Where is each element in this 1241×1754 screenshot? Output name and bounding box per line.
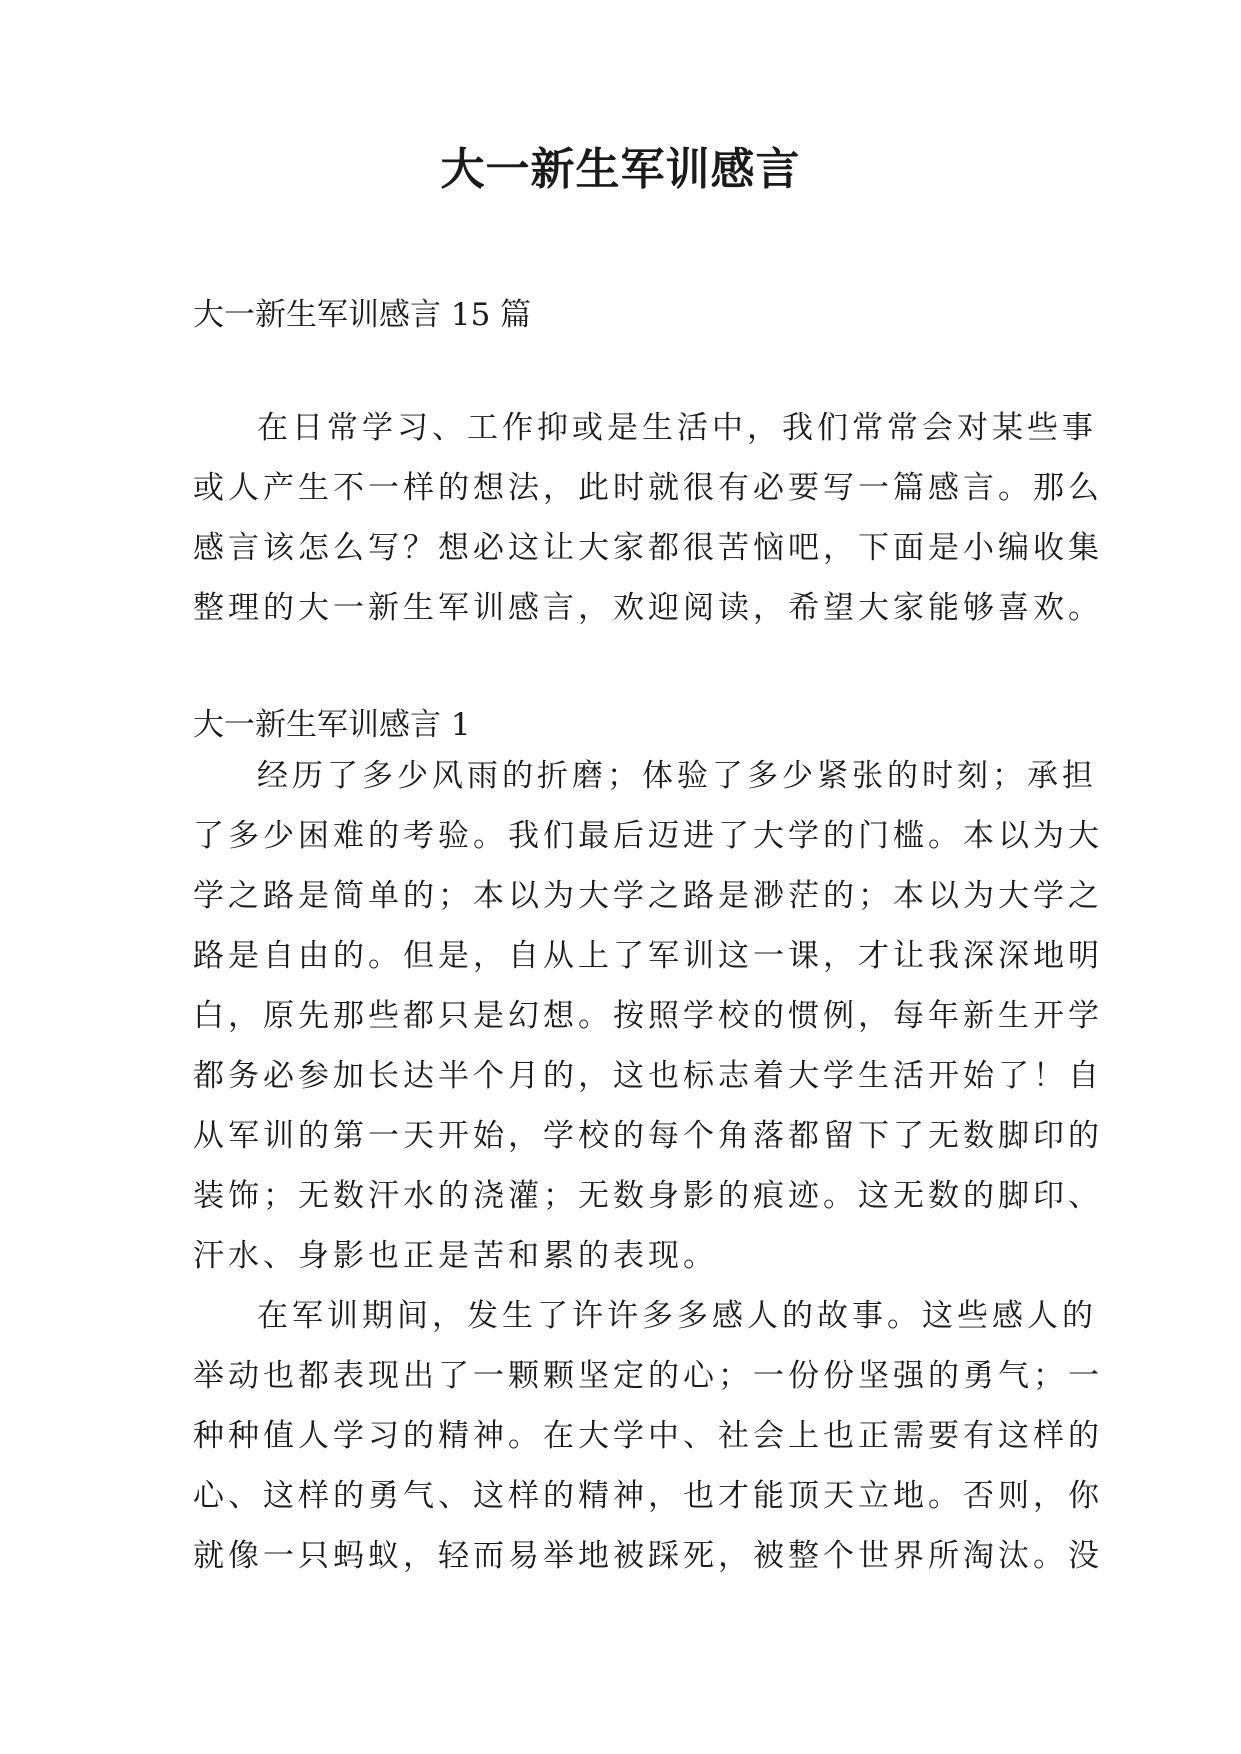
section1-paragraph-1 <box>193 746 1103 1286</box>
paragraph-line: 种种值人学习的精神。在大学中、社会上也正需要有这样的 <box>193 1418 1103 1454</box>
document-subtitle: 大一新生军训感言 15 篇 <box>193 297 532 333</box>
paragraph-line: 就像一只蚂蚁，轻而易举地被踩死，被整个世界所淘汰。没 <box>193 1538 1103 1574</box>
paragraph-line: 白，原先那些都只是幻想。按照学校的惯例，每年新生开学 <box>193 998 1103 1034</box>
document-title: 大一新生军训感言 <box>440 144 801 195</box>
paragraph-line: 或人产生不一样的想法，此时就很有必要写一篇感言。那么 <box>193 470 1103 506</box>
paragraph-line: 感言该怎么写？想必这让大家都很苦恼吧，下面是小编收集 <box>193 530 1103 566</box>
paragraph-line: 经历了多少风雨的折磨；体验了多少紧张的时刻；承担 <box>257 758 1097 794</box>
paragraph-line: 从军训的第一天开始，学校的每个角落都留下了无数脚印的 <box>193 1118 1103 1154</box>
paragraph-line: 整理的大一新生军训感言，欢迎阅读，希望大家能够喜欢。 <box>193 590 1103 626</box>
section-heading: 大一新生军训感言 1 <box>193 707 471 743</box>
section1-paragraph-2 <box>193 1286 1103 1586</box>
paragraph-line: 心、这样的勇气、这样的精神，也才能顶天立地。否则，你 <box>193 1478 1103 1514</box>
paragraph-line: 都务必参加长达半个月的，这也标志着大学生活开始了！自 <box>193 1058 1103 1094</box>
intro-paragraph <box>193 398 1103 638</box>
paragraph-line: 了多少困难的考验。我们最后迈进了大学的门槛。本以为大 <box>193 818 1103 854</box>
paragraph-line: 路是自由的。但是，自从上了军训这一课，才让我深深地明 <box>193 938 1103 974</box>
paragraph-line: 在军训期间，发生了许许多多感人的故事。这些感人的 <box>257 1298 1097 1334</box>
paragraph-line: 举动也都表现出了一颗颗坚定的心；一份份坚强的勇气；一 <box>193 1358 1103 1394</box>
paragraph-line: 在日常学习、工作抑或是生活中，我们常常会对某些事 <box>257 410 1097 446</box>
paragraph-line: 学之路是简单的；本以为大学之路是渺茫的；本以为大学之 <box>193 878 1103 914</box>
paragraph-line: 装饰；无数汗水的浇灌；无数身影的痕迹。这无数的脚印、 <box>193 1178 1103 1214</box>
paragraph-line: 汗水、身影也正是苦和累的表现。 <box>193 1238 718 1274</box>
